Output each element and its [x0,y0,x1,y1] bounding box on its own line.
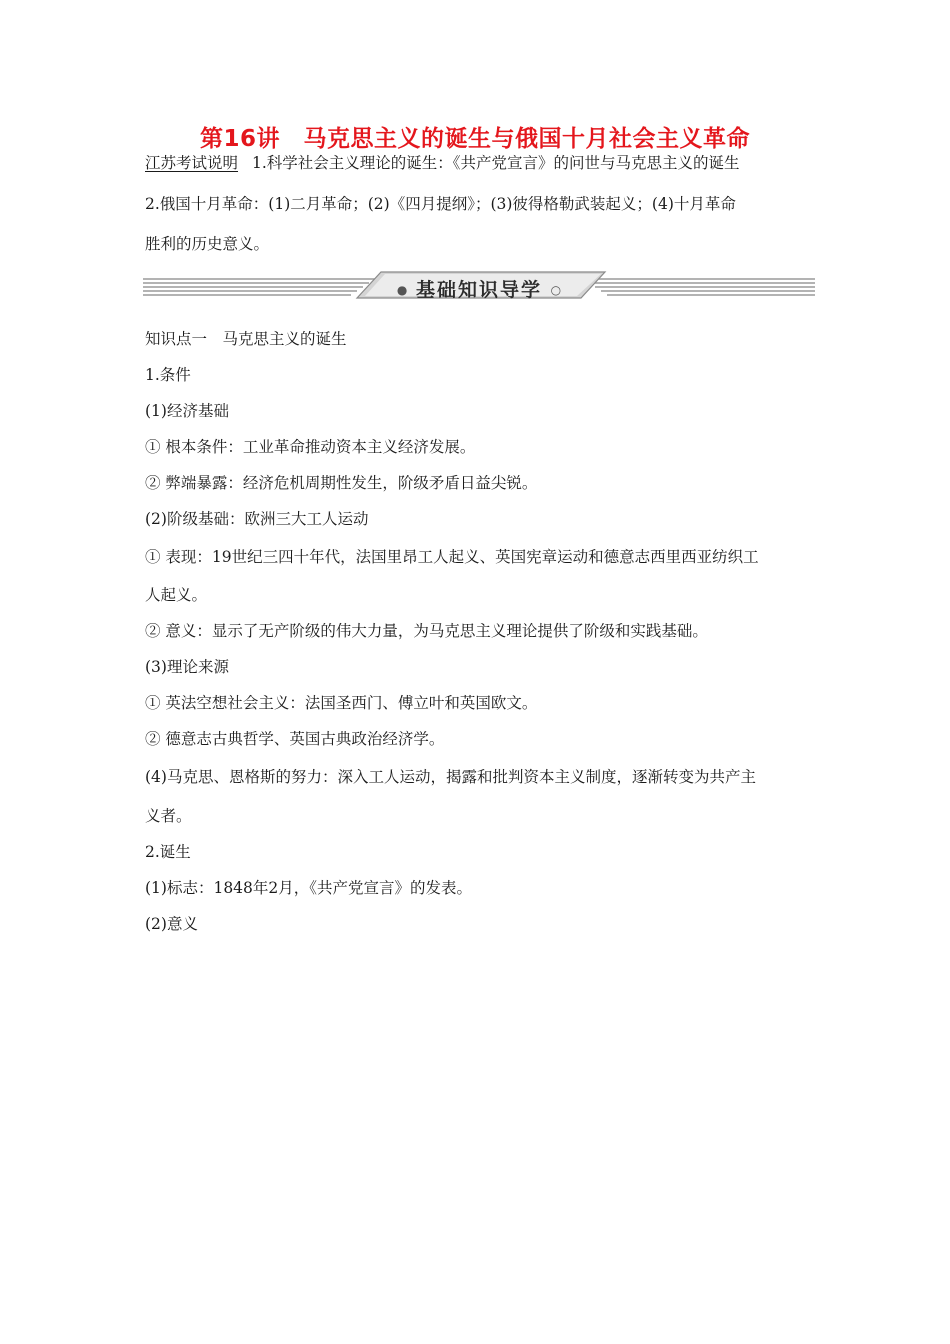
item-theory-source-a: ① 英法空想社会主义：法国圣西门、傅立叶和英国欧文。 [145,694,538,712]
section-conditions: 1.条件 [145,366,191,384]
exam-outline-line-3: 胜利的历史意义。 [145,235,270,253]
item-class-basis: (2)阶级基础：欧洲三大工人运动 [145,510,369,528]
exam-outline-item-1: 1.科学社会主义理论的诞生：《共产党宣言》的问世与马克思主义的诞生 [252,154,740,172]
lecture-title: 第16讲 马克思主义的诞生与俄国十月社会主义革命 [199,126,750,152]
section-birth: 2.诞生 [145,843,191,861]
item-class-basis-a-cont: 人起义。 [145,586,208,604]
item-economic-basis: (1)经济基础 [145,402,229,420]
exam-outline-label: 江苏考试说明 [145,154,239,172]
exam-outline-line-2: 2.俄国十月革命：(1)二月革命；(2)《四月提纲》；(3)彼得格勒武装起义；(4)十月革命 [145,195,736,213]
item-class-basis-b: ② 意义：显示了无产阶级的伟大力量，为马克思主义理论提供了阶级和实践基础。 [145,622,708,640]
section-banner [143,270,815,302]
item-theory-source-b: ② 德意志古典哲学、英国古典政治经济学。 [145,730,445,748]
item-marx-engels-cont: 义者。 [145,807,192,825]
banner-dot-left-icon: ● [396,283,408,297]
knowledge-point-heading: 知识点一 马克思主义的诞生 [145,330,347,348]
item-economic-basis-a: ① 根本条件：工业革命推动资本主义经济发展。 [145,438,476,456]
item-birth-mark: (1)标志：1848年2月，《共产党宣言》的发表。 [145,879,473,897]
banner-title [143,275,815,302]
exam-outline-line-1 [145,153,815,173]
item-theory-source: (3)理论来源 [145,658,229,676]
item-birth-significance: (2)意义 [145,915,198,933]
item-economic-basis-b: ② 弊端暴露：经济危机周期性发生，阶级矛盾日益尖锐。 [145,474,538,492]
banner-dot-right-icon: ○ [550,283,562,297]
banner-label: 基础知识导学 [415,279,542,301]
item-marx-engels: (4)马克思、恩格斯的努力：深入工人运动，揭露和批判资本主义制度，逐渐转变为共产主 [145,768,756,786]
item-class-basis-a: ① 表现：19世纪三四十年代，法国里昂工人起义、英国宪章运动和德意志西里西亚纺织工 [145,548,759,566]
